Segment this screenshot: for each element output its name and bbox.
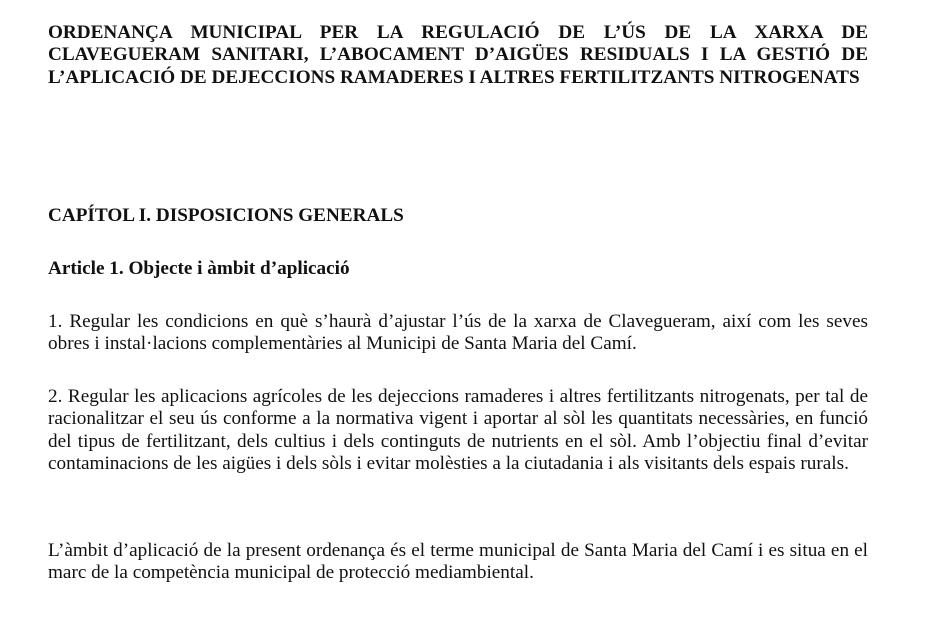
article-heading: Article 1. Objecte i àmbit d’aplicació xyxy=(48,258,350,279)
paragraph-scope: L’àmbit d’aplicació de la present ordenança és el terme municipal de Santa Maria del Camí i es situa en el marc de la competència municipal de protecció mediambiental. xyxy=(48,540,868,584)
paragraph-1: 1. Regular les condicions en què s’haurà d’ajustar l’ús de la xarxa de Clavegueram, així com les seves obres i instal·lacions complementàries al Municipi de Santa Maria del Camí. xyxy=(48,311,868,355)
chapter-heading: CAPÍTOL I. DISPOSICIONS GENERALS xyxy=(48,205,404,226)
document-title: ORDENANÇA MUNICIPAL PER LA REGULACIÓ DE L’ÚS DE LA XARXA DE CLAVEGUERAM SANITARI, L’ABOCAMENT D’AIGÜES RESIDUALS I LA GESTIÓ DE L’APLICACIÓ DE DEJECCIONS RAMADERES I ALTRES FERTILITZANTS NITROGENATS xyxy=(48,22,868,88)
document-page xyxy=(48,22,868,584)
paragraph-2: 2. Regular les aplicacions agrícoles de les dejeccions ramaderes i altres fertilitzants nitrogenats, per tal de racionalitzar el seu ús conforme a la normativa vigent i aportar al sòl les quantitats necessàries, en funció del tipus de fertilitzant, dels cultius i dels continguts de nutrients en el sòl. Amb l’objectiu final d’evitar contaminacions de les aigües i dels sòls i evitar molèsties a la ciutadania i als visitants dels espais rurals. xyxy=(48,386,868,475)
